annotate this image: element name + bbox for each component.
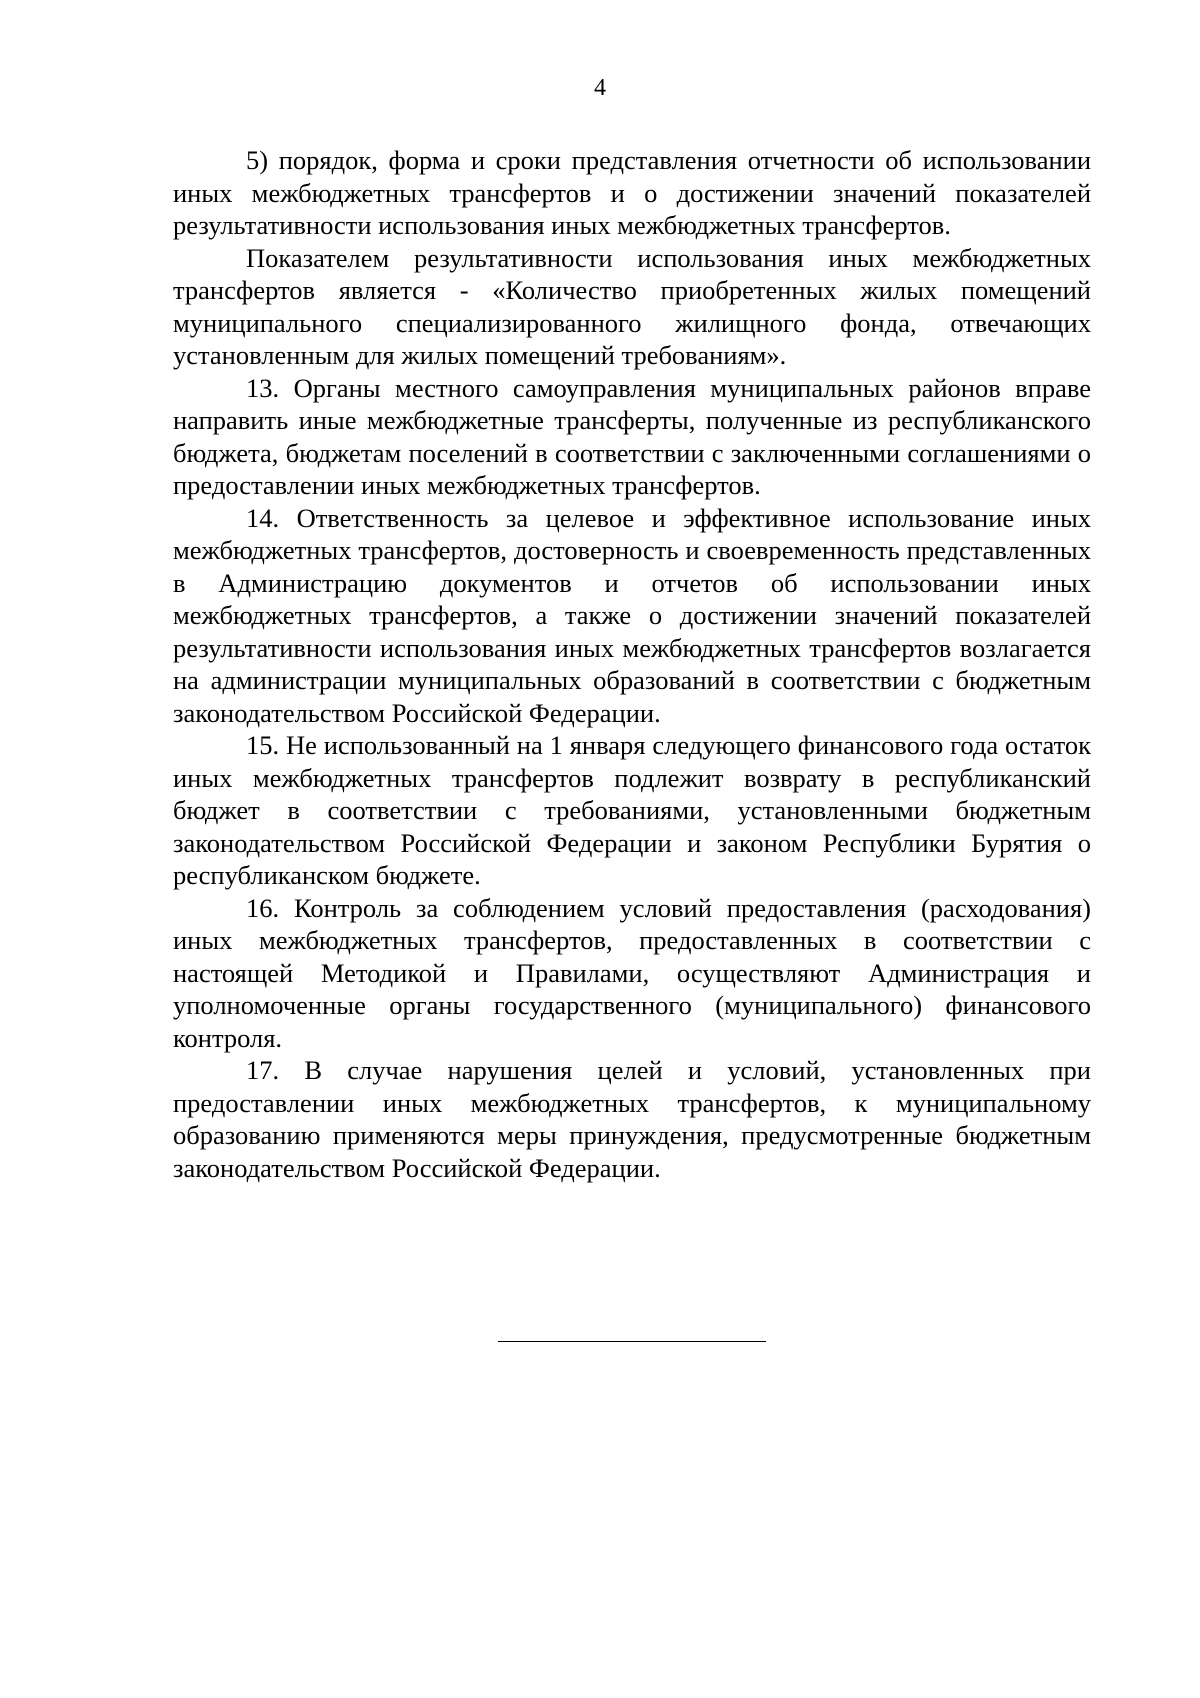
paragraph-item-5: 5) порядок, форма и сроки представления отчетности об использовании иных межбюджетных трансфертов и о достижении значений показателей результативности использования иных межбюджетных трансфертов.: [173, 145, 1091, 240]
paragraph-13: 13. Органы местного самоуправления муниципальных районов вправе направить иные межбюджетные трансферты, полученные из республиканского бюджета, бюджетам поселений в соответствии с заключенными соглашениями о предоставлении иных межбюджетных трансфертов.: [173, 372, 1091, 500]
paragraph-17: 17. В случае нарушения целей и условий, установленных при предоставлении иных межбюджетных трансфертов, к муниципальному образованию применяются меры принуждения, предусмотренные бюджетным законодательством Российской Федерации.: [173, 1055, 1091, 1183]
document-body: [173, 144, 1091, 1184]
page-number: 4: [594, 75, 606, 101]
paragraph-result-indicator: Показателем результативности использования иных межбюджетных трансфертов является - «Количество приобретенных жилых помещений муниципального специализированного жилищного фонда, отвечающих установленным для жилых помещений требованиям».: [173, 242, 1091, 370]
end-divider: [498, 1341, 766, 1342]
paragraph-15: 15. Не использованный на 1 января следующего финансового года остаток иных межбюджетных трансфертов подлежит возврату в республиканский бюджет в соответствии с требованиями, установленными бюджетным законодательством Российской Федерации и законом Республики Бурятия о республиканском бюджете.: [173, 730, 1091, 890]
paragraph-16: 16. Контроль за соблюдением условий предоставления (расходования) иных межбюджетных трансфертов, предоставленных в соответствии с настоящей Методикой и Правилами, осуществляют Администрация и уполномоченные органы государственного (муниципального) финансового контроля.: [173, 892, 1091, 1053]
paragraph-14: 14. Ответственность за целевое и эффективное использование иных межбюджетных трансфертов, достоверность и своевременность представленных в Администрацию документов и отчетов об использовании иных межбюджетных трансфертов, а также о достижении значений показателей результативности использования иных межбюджетных трансфертов возлагается на администрации муниципальных образований в соответствии с бюджетным законодательством Российской Федерации.: [173, 502, 1091, 728]
